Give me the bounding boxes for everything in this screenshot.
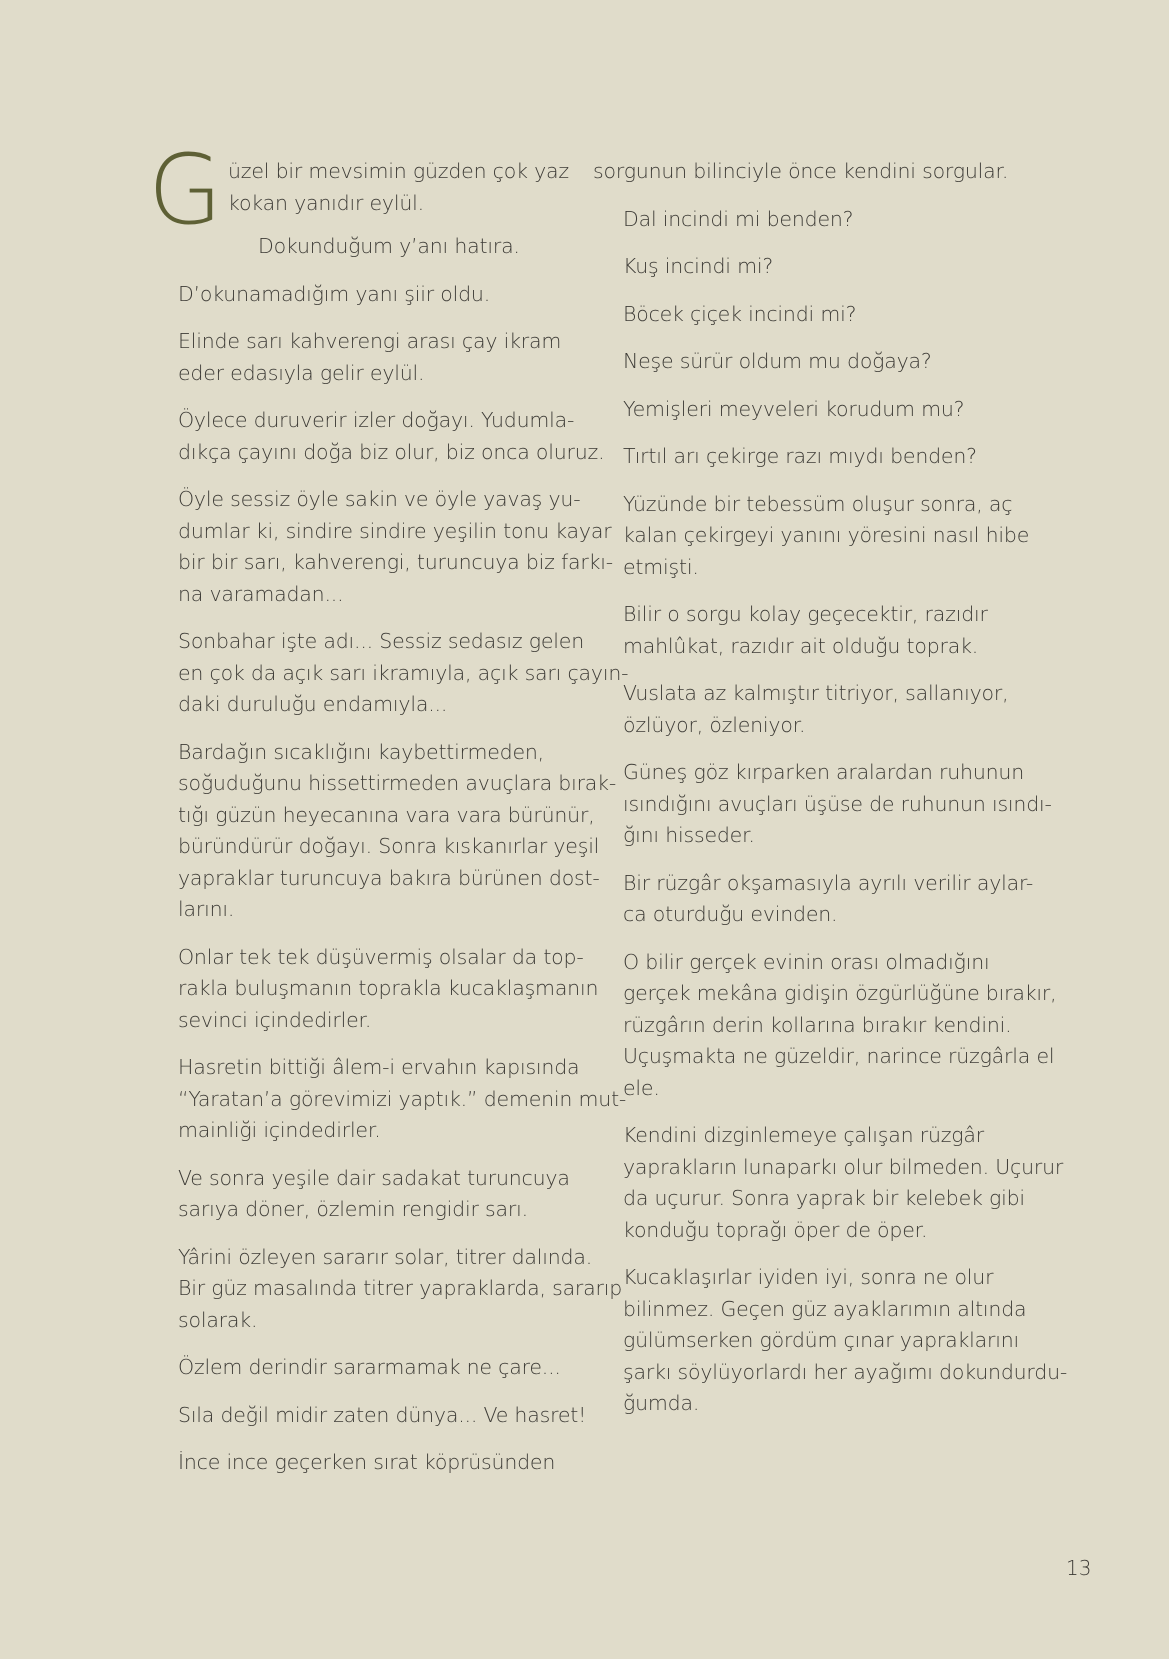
text-line: konduğu toprağı öper de öper. bbox=[623, 1217, 928, 1242]
paragraph bbox=[593, 489, 1030, 584]
text-line: özlüyor, özleniyor. bbox=[623, 712, 806, 737]
text-line: dıkça çayını doğa biz olur, biz onca oluruz. bbox=[178, 439, 605, 464]
text-line: Özlem derindir sararmamak ne çare... bbox=[178, 1355, 561, 1379]
text-line: soğuduğunu hissettirmeden avuçlara bırak- bbox=[178, 771, 617, 795]
text-line: ele. bbox=[623, 1075, 660, 1100]
text-line: da uçurur. Sonra yaprak bir kelebek gibi bbox=[623, 1186, 1025, 1210]
text-line: Bardağın sıcaklığını kaybettirmeden, bbox=[178, 739, 544, 764]
text-line: Yüzünde bir tebessüm oluşur sonra, aç bbox=[623, 491, 1013, 516]
text-line: Uçuşmakta ne güzeldir, narince rüzgârla el bbox=[623, 1044, 1055, 1068]
text-line: gülümserken gördüm çınar yapraklarını bbox=[623, 1328, 1020, 1352]
text-line: rakla buluşmanın toprakla kucaklaşmanın bbox=[178, 976, 599, 1000]
text-line: bilinmez. Geçen güz ayaklarımın altında bbox=[623, 1296, 1027, 1321]
paragraph bbox=[148, 1052, 627, 1147]
paragraph bbox=[593, 299, 1008, 331]
text-line: ca oturduğu evinden. bbox=[623, 902, 838, 926]
text-line: Yârini özleyen sararır solar, titrer dalında. bbox=[178, 1244, 593, 1269]
paragraph bbox=[148, 1400, 587, 1432]
text-line: dumlar ki, sindire sindire yeşilin tonu kayar bbox=[178, 518, 612, 543]
text-line: bir bir sarı, kahverengi, turuncuya biz farkı- bbox=[178, 550, 614, 574]
text-line: sorgunun bilinciyle önce kendini sorgular. bbox=[593, 159, 1009, 183]
text-line: Bir rüzgâr okşamasıyla ayrılı verilir aylar- bbox=[623, 870, 1034, 895]
right-column bbox=[593, 156, 1068, 1436]
left-column bbox=[148, 134, 629, 1495]
text-line: tığı güzün heyecanına vara vara bürünür, bbox=[178, 802, 595, 827]
text-line: na varamadan... bbox=[178, 581, 344, 606]
paragraph bbox=[593, 251, 1008, 283]
text-line: mahlûkat, razıdır ait olduğu toprak. bbox=[623, 633, 979, 658]
text-line: ğını hisseder. bbox=[623, 823, 755, 847]
text-line: gerçek mekâna gidişin özgürlüğüne bırakır, bbox=[623, 981, 1057, 1005]
paragraph bbox=[148, 626, 629, 721]
paragraph bbox=[593, 757, 1052, 852]
text-line: Elinde sarı kahverengi arası çay ikram bbox=[178, 329, 562, 353]
text-line: yapraklar turuncuya bakıra bürünen dost- bbox=[178, 865, 600, 890]
text-line: Yemişleri meyveleri korudum mu? bbox=[623, 396, 965, 421]
paragraph bbox=[148, 942, 599, 1037]
page-number: 13 bbox=[1066, 1556, 1092, 1580]
text-line: şarkı söylüyorlardı her ayağımı dokundurdu- bbox=[623, 1359, 1068, 1384]
text-line: Güneş göz kırparken aralardan ruhunun bbox=[623, 760, 1025, 784]
text-line: sarıya döner, özlemin rengidir sarı. bbox=[178, 1197, 528, 1221]
paragraph bbox=[593, 346, 1008, 378]
paragraph bbox=[593, 156, 1008, 188]
paragraph bbox=[148, 484, 614, 610]
text-line: larını. bbox=[178, 897, 235, 921]
text-line: Kucaklaşırlar iyiden iyi, sonra ne olur bbox=[623, 1265, 994, 1289]
paragraph bbox=[593, 599, 1008, 662]
paragraph bbox=[593, 204, 1008, 236]
text-line: ğumda. bbox=[623, 1391, 700, 1415]
text-line: sevinci içindedirler. bbox=[178, 1007, 372, 1032]
text-line: solarak. bbox=[178, 1307, 258, 1332]
text-line: Bilir o sorgu kolay geçecektir, razıdır bbox=[623, 602, 988, 626]
text-line: “Yaratan’a görevimizi yaptık.” demenin mut- bbox=[178, 1086, 627, 1111]
text-line: büründürür doğayı. Sonra kıskanırlar yeşil bbox=[178, 834, 600, 858]
text-line: Tırtıl arı çekirge razı mıydı benden? bbox=[623, 444, 977, 468]
text-line: ısındığını avuçları üşüse de ruhunun ısındı- bbox=[623, 791, 1052, 816]
paragraph bbox=[148, 405, 605, 468]
text-line: en çok da açık sarı ikramıyla, açık sarı çayın- bbox=[178, 660, 629, 685]
paragraph bbox=[593, 441, 1008, 473]
opening-line: kokan yanıdır eylül. bbox=[228, 190, 424, 215]
text-line: Dokunduğum y’anı hatıra. bbox=[258, 234, 520, 258]
paragraph bbox=[148, 1163, 570, 1226]
text-line: Vuslata az kalmıştır titriyor, sallanıyor, bbox=[623, 681, 1009, 705]
paragraph bbox=[148, 1447, 561, 1479]
text-line: kalan çekirgeyi yanını yöresini nasıl hibe bbox=[623, 523, 1030, 547]
text-line: Dal incindi mi benden? bbox=[623, 206, 854, 231]
paragraph bbox=[593, 394, 1008, 426]
text-line: Hasretin bittiği âlem-i ervahın kapısında bbox=[178, 1055, 580, 1079]
text-line: Bir güz masalında titrer yapraklarda, sararıp bbox=[178, 1276, 623, 1300]
paragraph bbox=[593, 678, 1008, 741]
text-line: Ve sonra yeşile dair sadakat turuncuya bbox=[178, 1165, 570, 1190]
text-line: Böcek çiçek incindi mi? bbox=[623, 301, 857, 326]
dropcap-letter: G bbox=[148, 134, 223, 246]
opening-line: üzel bir mevsimin güzden çok yaz bbox=[228, 159, 569, 183]
paragraph bbox=[148, 737, 617, 926]
paragraph bbox=[148, 279, 561, 311]
text-line: Sıla değil midir zaten dünya... Ve hasret! bbox=[178, 1402, 587, 1427]
paragraph bbox=[148, 1352, 561, 1384]
paragraph bbox=[148, 1242, 623, 1337]
text-line: Kuş incindi mi? bbox=[623, 254, 774, 278]
text-line: etmişti. bbox=[623, 554, 699, 579]
paragraph bbox=[593, 868, 1034, 931]
text-line: eder edasıyla gelir eylül. bbox=[178, 360, 425, 385]
text-line: D’okunamadığım yanı şiir oldu. bbox=[178, 281, 491, 306]
paragraph bbox=[148, 326, 561, 389]
paragraph bbox=[593, 1120, 1064, 1246]
text-line: mainliği içindedirler. bbox=[178, 1118, 381, 1142]
paragraph bbox=[593, 947, 1057, 1105]
text-line: İnce ince geçerken sırat köprüsünden bbox=[178, 1450, 556, 1474]
text-line: O bilir gerçek evinin orası olmadığını bbox=[623, 949, 990, 974]
text-line: Öylece duruverir izler doğayı. Yudumla- bbox=[178, 408, 575, 432]
text-line: Neşe sürür oldum mu doğaya? bbox=[623, 349, 932, 373]
text-line: Öyle sessiz öyle sakin ve öyle yavaş yu- bbox=[178, 487, 581, 511]
text-line: Onlar tek tek düşüvermiş olsalar da top- bbox=[178, 944, 584, 969]
text-line: Sonbahar işte adı... Sessiz sedasız gelen bbox=[178, 629, 584, 653]
text-line: daki duruluğu endamıyla... bbox=[178, 692, 448, 716]
text-line: Kendini dizginlemeye çalışan rüzgâr bbox=[623, 1123, 984, 1147]
paragraph bbox=[593, 1262, 1068, 1420]
text-line: rüzgârın derin kollarına bırakır kendini. bbox=[623, 1012, 1012, 1037]
text-line: yaprakların lunaparkı olur bilmeden. Uçurur bbox=[623, 1154, 1064, 1179]
